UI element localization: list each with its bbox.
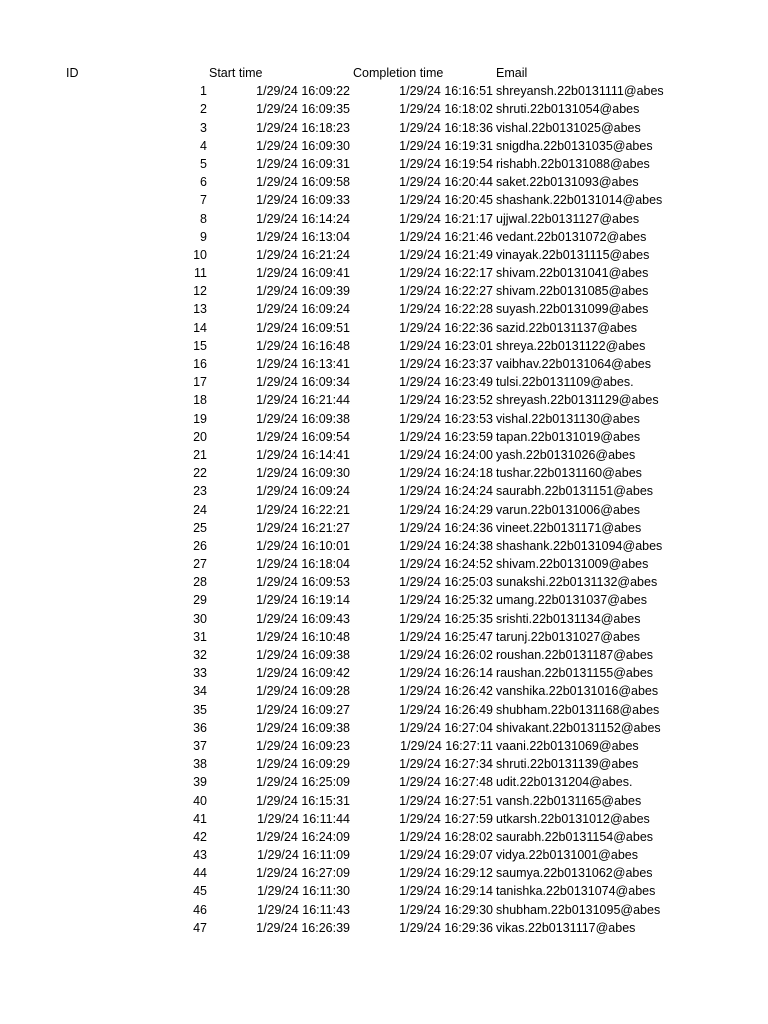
cell-id: 23	[193, 484, 207, 499]
cell-completion-time: 1/29/24 16:24:52	[399, 557, 493, 572]
cell-start-time: 1/29/24 16:11:44	[257, 811, 350, 826]
table-row	[0, 210, 768, 228]
cell-start-time: 1/29/24 16:09:38	[256, 411, 350, 426]
cell-completion-time: 1/29/24 16:24:29	[399, 502, 493, 517]
table-row	[0, 373, 768, 391]
cell-completion-time: 1/29/24 16:23:01	[399, 338, 493, 353]
cell-start-time: 1/29/24 16:09:31	[256, 156, 350, 171]
cell-start-time: 1/29/24 16:16:48	[256, 338, 350, 353]
cell-completion-time: 1/29/24 16:24:24	[399, 484, 493, 499]
table-row	[0, 682, 768, 700]
table-row	[0, 846, 768, 864]
cell-start-time: 1/29/24 16:09:41	[256, 266, 350, 281]
cell-start-time: 1/29/24 16:11:30	[257, 884, 350, 899]
cell-id: 26	[193, 538, 207, 553]
cell-completion-time: 1/29/24 16:22:28	[399, 302, 493, 317]
cell-start-time: 1/29/24 16:09:27	[256, 702, 350, 717]
cell-start-time: 1/29/24 16:09:24	[256, 484, 350, 499]
header-completion-time: Completion time	[353, 66, 444, 80]
cell-completion-time: 1/29/24 16:19:54	[399, 156, 493, 171]
cell-completion-time: 1/29/24 16:18:02	[399, 102, 493, 117]
table-row	[0, 919, 768, 937]
cell-completion-time: 1/29/24 16:22:17	[399, 266, 493, 281]
cell-id: 4	[200, 138, 207, 153]
table-row	[0, 319, 768, 337]
cell-completion-time: 1/29/24 16:24:18	[399, 466, 493, 481]
cell-completion-time: 1/29/24 16:29:36	[399, 920, 493, 935]
cell-start-time: 1/29/24 16:10:48	[256, 629, 350, 644]
cell-completion-time: 1/29/24 16:16:51	[399, 84, 493, 99]
cell-completion-time: 1/29/24 16:20:45	[399, 193, 493, 208]
cell-start-time: 1/29/24 16:13:41	[256, 357, 350, 371]
cell-email: shivam.22b0131085@abes	[496, 284, 649, 299]
cell-id: 16	[193, 357, 207, 371]
cell-email: shivam.22b0131041@abes	[496, 266, 649, 281]
table-row	[0, 573, 768, 591]
cell-start-time: 1/29/24 16:22:21	[256, 502, 350, 517]
table-row	[0, 100, 768, 118]
cell-id: 20	[193, 429, 207, 444]
cell-email: tarunj.22b0131027@abes	[496, 629, 641, 644]
table-row	[0, 300, 768, 318]
cell-start-time: 1/29/24 16:14:24	[256, 211, 350, 226]
cell-id: 27	[193, 557, 207, 572]
table-body	[0, 82, 768, 937]
cell-id: 44	[193, 866, 207, 881]
table-row	[0, 155, 768, 173]
table-row	[0, 428, 768, 446]
table-row	[0, 664, 768, 682]
cell-completion-time: 1/29/24 16:29:30	[399, 902, 493, 917]
table-row	[0, 246, 768, 264]
cell-completion-time: 1/29/24 16:28:02	[399, 829, 493, 844]
table-row	[0, 191, 768, 209]
cell-email: vanshika.22b0131016@abes	[496, 684, 659, 699]
cell-id: 25	[193, 520, 207, 535]
cell-email: sunakshi.22b0131132@abes	[496, 575, 658, 590]
cell-completion-time: 1/29/24 16:21:46	[399, 229, 493, 244]
cell-completion-time: 1/29/24 16:23:49	[399, 375, 493, 390]
cell-id: 35	[193, 702, 207, 717]
cell-email: rishabh.22b0131088@abes	[496, 156, 650, 171]
cell-email: vansh.22b0131165@abes	[496, 793, 642, 808]
cell-completion-time: 1/29/24 16:24:38	[399, 538, 493, 553]
cell-email: vinayak.22b0131115@abes	[496, 247, 650, 262]
cell-email: shruti.22b0131139@abes	[496, 757, 639, 772]
table-row	[0, 610, 768, 628]
cell-start-time: 1/29/24 16:09:33	[256, 193, 350, 208]
cell-id: 29	[193, 593, 207, 608]
cell-email: vikas.22b0131117@abes	[496, 920, 636, 935]
cell-email: shubham.22b0131095@abes	[496, 902, 661, 917]
cell-completion-time: 1/29/24 16:23:52	[399, 393, 493, 408]
cell-email: saurabh.22b0131151@abes	[496, 484, 654, 499]
cell-email: shashank.22b0131094@abes	[496, 538, 663, 553]
cell-start-time: 1/29/24 16:10:01	[256, 538, 350, 553]
table-row	[0, 391, 768, 409]
cell-email: vedant.22b0131072@abes	[496, 229, 647, 244]
table-row	[0, 119, 768, 137]
cell-completion-time: 1/29/24 16:29:14	[399, 884, 493, 899]
cell-id: 37	[193, 738, 207, 753]
cell-id: 32	[193, 648, 207, 662]
cell-completion-time: 1/29/24 16:27:34	[399, 757, 493, 772]
cell-email: saurabh.22b0131154@abes	[496, 829, 654, 844]
cell-id: 19	[193, 411, 207, 426]
cell-id: 45	[193, 884, 207, 899]
cell-id: 14	[193, 320, 207, 335]
cell-completion-time: 1/29/24 16:27:59	[399, 811, 493, 826]
cell-start-time: 1/29/24 16:09:24	[256, 302, 350, 317]
cell-completion-time: 1/29/24 16:22:36	[399, 320, 493, 335]
cell-id: 43	[193, 848, 207, 863]
table-row	[0, 137, 768, 155]
cell-id: 21	[193, 447, 207, 462]
cell-email: shivam.22b0131009@abes	[496, 557, 649, 572]
cell-start-time: 1/29/24 16:09:35	[256, 102, 350, 117]
cell-email: roushan.22b0131187@abes	[496, 648, 654, 662]
cell-completion-time: 1/29/24 16:22:27	[399, 284, 493, 299]
cell-id: 31	[193, 629, 207, 644]
cell-email: raushan.22b0131155@abes	[496, 666, 654, 681]
cell-id: 6	[200, 175, 207, 190]
cell-completion-time: 1/29/24 16:23:53	[399, 411, 493, 426]
cell-start-time: 1/29/24 16:21:24	[256, 247, 350, 262]
cell-completion-time: 1/29/24 16:27:11	[400, 738, 493, 753]
table-row	[0, 82, 768, 100]
table-row	[0, 282, 768, 300]
cell-id: 11	[194, 266, 207, 281]
cell-start-time: 1/29/24 16:19:14	[256, 593, 350, 608]
cell-start-time: 1/29/24 16:18:23	[256, 120, 350, 135]
cell-start-time: 1/29/24 16:27:09	[256, 866, 350, 881]
cell-email: sazid.22b0131137@abes	[496, 320, 638, 335]
cell-completion-time: 1/29/24 16:29:12	[399, 866, 493, 881]
cell-id: 24	[193, 502, 207, 517]
cell-start-time: 1/29/24 16:11:43	[257, 902, 350, 917]
cell-email: vineet.22b0131171@abes	[496, 520, 642, 535]
cell-email: tushar.22b0131160@abes	[496, 466, 642, 481]
cell-start-time: 1/29/24 16:09:38	[256, 648, 350, 662]
header-email: Email	[496, 66, 528, 80]
cell-email: shreya.22b0131122@abes	[496, 338, 646, 353]
cell-start-time: 1/29/24 16:15:31	[256, 793, 350, 808]
header-start-time: Start time	[209, 66, 263, 80]
table-row	[0, 755, 768, 773]
cell-start-time: 1/29/24 16:21:44	[256, 393, 350, 408]
table-row	[0, 737, 768, 755]
cell-id: 15	[193, 338, 207, 353]
cell-start-time: 1/29/24 16:09:29	[256, 757, 350, 772]
cell-start-time: 1/29/24 16:09:30	[256, 466, 350, 481]
cell-email: yash.22b0131026@abes	[496, 447, 636, 462]
cell-email: shreyash.22b0131129@abes	[496, 393, 659, 408]
cell-id: 8	[200, 211, 207, 226]
cell-id: 5	[200, 156, 207, 171]
table-row	[0, 555, 768, 573]
cell-completion-time: 1/29/24 16:25:35	[399, 611, 493, 626]
table-row	[0, 882, 768, 900]
cell-id: 1	[200, 84, 207, 99]
cell-id: 46	[193, 902, 207, 917]
cell-completion-time: 1/29/24 16:26:42	[399, 684, 493, 699]
cell-start-time: 1/29/24 16:09:42	[256, 666, 350, 681]
cell-completion-time: 1/29/24 16:24:36	[399, 520, 493, 535]
cell-id: 13	[193, 302, 207, 317]
table-row	[0, 537, 768, 555]
cell-completion-time: 1/29/24 16:25:47	[399, 629, 493, 644]
cell-completion-time: 1/29/24 16:21:17	[399, 211, 493, 226]
cell-email: shubham.22b0131168@abes	[496, 702, 660, 717]
table-row	[0, 264, 768, 282]
cell-email: vishal.22b0131130@abes	[496, 411, 640, 426]
cell-id: 42	[193, 829, 207, 844]
cell-start-time: 1/29/24 16:21:27	[256, 520, 350, 535]
cell-completion-time: 1/29/24 16:26:14	[399, 666, 493, 681]
table-row	[0, 337, 768, 355]
cell-id: 3	[200, 120, 207, 135]
cell-id: 41	[193, 811, 207, 826]
cell-email: vaibhav.22b0131064@abes	[496, 357, 651, 371]
cell-completion-time: 1/29/24 16:25:03	[399, 575, 493, 590]
cell-id: 7	[200, 193, 207, 208]
cell-email: shivakant.22b0131152@abes	[496, 720, 661, 735]
cell-completion-time: 1/29/24 16:23:37	[399, 357, 493, 371]
cell-email: snigdha.22b0131035@abes	[496, 138, 653, 153]
table-row	[0, 501, 768, 519]
cell-email: tulsi.22b0131109@abes.	[496, 375, 634, 390]
cell-start-time: 1/29/24 16:14:41	[256, 447, 350, 462]
cell-start-time: 1/29/24 16:09:38	[256, 720, 350, 735]
cell-email: vaani.22b0131069@abes	[496, 738, 639, 753]
table-row	[0, 628, 768, 646]
cell-email: shruti.22b0131054@abes	[496, 102, 640, 117]
header-id: ID	[66, 66, 79, 80]
cell-start-time: 1/29/24 16:09:22	[256, 84, 350, 99]
header-row	[0, 64, 768, 82]
cell-completion-time: 1/29/24 16:25:32	[399, 593, 493, 608]
cell-id: 2	[200, 102, 207, 117]
table-row	[0, 410, 768, 428]
table-row	[0, 228, 768, 246]
cell-start-time: 1/29/24 16:09:58	[256, 175, 350, 190]
cell-start-time: 1/29/24 16:09:30	[256, 138, 350, 153]
cell-completion-time: 1/29/24 16:21:49	[399, 247, 493, 262]
cell-completion-time: 1/29/24 16:27:48	[399, 775, 493, 790]
cell-email: varun.22b0131006@abes	[496, 502, 641, 517]
cell-start-time: 1/29/24 16:11:09	[257, 848, 350, 863]
cell-completion-time: 1/29/24 16:26:02	[399, 648, 493, 662]
cell-id: 9	[200, 229, 207, 244]
cell-id: 40	[193, 793, 207, 808]
table-row	[0, 464, 768, 482]
cell-start-time: 1/29/24 16:13:04	[256, 229, 350, 244]
table-row	[0, 591, 768, 609]
table-row	[0, 482, 768, 500]
spreadsheet	[0, 64, 768, 937]
cell-id: 17	[193, 375, 207, 390]
cell-id: 38	[193, 757, 207, 772]
cell-email: vidya.22b0131001@abes	[496, 848, 638, 863]
table-row	[0, 864, 768, 882]
table-row	[0, 792, 768, 810]
table-row	[0, 355, 768, 373]
table-row	[0, 828, 768, 846]
cell-id: 34	[193, 684, 207, 699]
cell-email: saumya.22b0131062@abes	[496, 866, 653, 881]
table-row	[0, 810, 768, 828]
cell-start-time: 1/29/24 16:09:53	[256, 575, 350, 590]
cell-email: shashank.22b0131014@abes	[496, 193, 663, 208]
cell-start-time: 1/29/24 16:09:23	[256, 738, 350, 753]
cell-start-time: 1/29/24 16:09:34	[256, 375, 350, 390]
cell-id: 18	[193, 393, 207, 408]
cell-completion-time: 1/29/24 16:24:00	[399, 447, 493, 462]
cell-id: 30	[193, 611, 207, 626]
cell-email: umang.22b0131037@abes	[496, 593, 648, 608]
table-row	[0, 519, 768, 537]
cell-id: 10	[193, 247, 207, 262]
table-row	[0, 719, 768, 737]
cell-start-time: 1/29/24 16:26:39	[256, 920, 350, 935]
cell-completion-time: 1/29/24 16:20:44	[399, 175, 493, 190]
cell-completion-time: 1/29/24 16:19:31	[399, 138, 493, 153]
cell-start-time: 1/29/24 16:24:09	[256, 829, 350, 844]
cell-id: 39	[193, 775, 207, 790]
table-row	[0, 446, 768, 464]
cell-email: ujjwal.22b0131127@abes	[496, 211, 640, 226]
table-row	[0, 173, 768, 191]
cell-completion-time: 1/29/24 16:18:36	[399, 120, 493, 135]
cell-completion-time: 1/29/24 16:29:07	[399, 848, 493, 863]
cell-email: utkarsh.22b0131012@abes	[496, 811, 650, 826]
cell-email: shreyansh.22b0131111@abes	[496, 84, 664, 99]
cell-completion-time: 1/29/24 16:27:51	[399, 793, 493, 808]
table-row	[0, 646, 768, 664]
cell-completion-time: 1/29/24 16:26:49	[399, 702, 493, 717]
cell-start-time: 1/29/24 16:09:28	[256, 684, 350, 699]
cell-email: vishal.22b0131025@abes	[496, 120, 641, 135]
cell-id: 22	[193, 466, 207, 481]
cell-start-time: 1/29/24 16:09:39	[256, 284, 350, 299]
table-row	[0, 901, 768, 919]
cell-id: 33	[193, 666, 207, 681]
cell-id: 12	[193, 284, 207, 299]
table-row	[0, 701, 768, 719]
cell-email: tapan.22b0131019@abes	[496, 429, 641, 444]
cell-id: 36	[193, 720, 207, 735]
cell-email: srishti.22b0131134@abes	[496, 611, 641, 626]
cell-email: suyash.22b0131099@abes	[496, 302, 649, 317]
cell-id: 47	[193, 920, 207, 935]
cell-start-time: 1/29/24 16:18:04	[256, 557, 350, 572]
cell-completion-time: 1/29/24 16:27:04	[399, 720, 493, 735]
cell-email: saket.22b0131093@abes	[496, 175, 639, 190]
cell-completion-time: 1/29/24 16:23:59	[399, 429, 493, 444]
cell-id: 28	[193, 575, 207, 590]
table-row	[0, 773, 768, 791]
cell-start-time: 1/29/24 16:09:43	[256, 611, 350, 626]
cell-start-time: 1/29/24 16:09:54	[256, 429, 350, 444]
cell-start-time: 1/29/24 16:09:51	[256, 320, 350, 335]
cell-email: udit.22b0131204@abes.	[496, 775, 633, 790]
cell-start-time: 1/29/24 16:25:09	[256, 775, 350, 790]
cell-email: tanishka.22b0131074@abes	[496, 884, 656, 899]
